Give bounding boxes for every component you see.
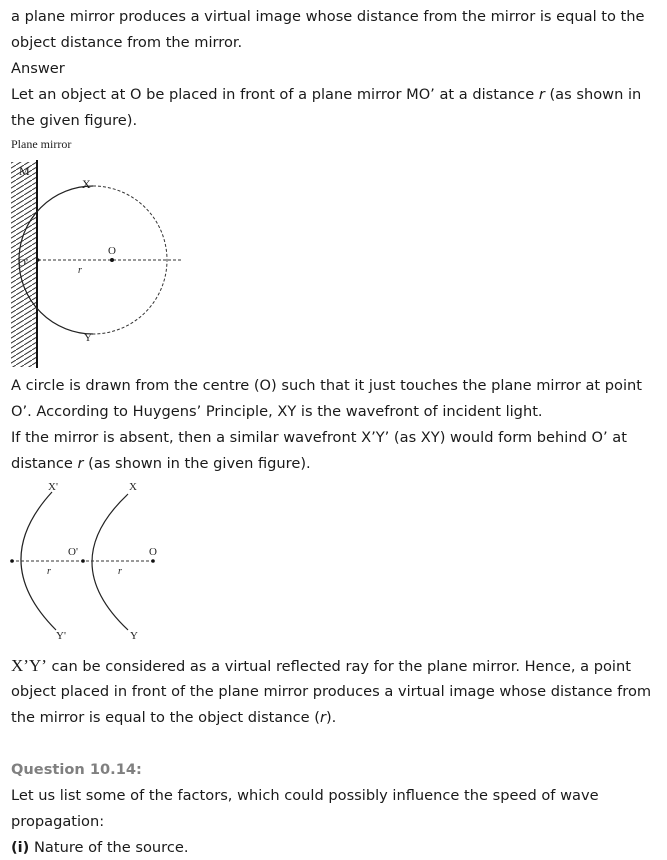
point-left-end xyxy=(10,559,14,563)
para2-text: (as shown in the given figure). xyxy=(83,455,311,472)
label-r: r xyxy=(78,265,82,276)
point-o-prime xyxy=(81,559,85,563)
label-o-prime: O' xyxy=(18,257,28,269)
label-y: Y xyxy=(84,332,92,344)
answer-text: (as shown in xyxy=(544,86,642,103)
figure-caption: Plane mirror xyxy=(11,137,72,151)
wavefront-xy xyxy=(92,494,128,630)
para3-text: can be considered as a virtual reflected ray for the plane mirror. Hence, a point xyxy=(46,658,631,675)
label-x-prime: X' xyxy=(48,481,58,493)
label-o: O xyxy=(108,245,116,257)
label-x: X xyxy=(129,481,137,493)
answer-line-1 xyxy=(11,85,641,105)
label-o: O xyxy=(149,546,157,558)
answer-heading: Answer xyxy=(11,60,65,77)
point-o-prime xyxy=(36,258,39,261)
variable-r: r xyxy=(538,86,545,103)
question-heading: Question 10.14: xyxy=(11,761,142,778)
para3-line-2: object placed in front of the plane mirror produces a virtual image whose distance from xyxy=(11,683,652,700)
para2-line-1: A circle is drawn from the centre (O) such that it just touches the plane mirror at point xyxy=(11,377,642,394)
figure-wavefronts xyxy=(0,476,180,648)
para2-text: distance xyxy=(11,455,78,472)
point-o xyxy=(110,258,114,262)
label-r-right: r xyxy=(118,566,122,577)
para2-line-3: If the mirror is absent, then a similar wavefront X’Y’ (as XY) would form behind O’ at xyxy=(11,429,627,446)
intro-line-1: a plane mirror produces a virtual image whose distance from the mirror is equal to the xyxy=(11,8,645,25)
para3-line-1 xyxy=(11,656,631,677)
label-x: X xyxy=(82,177,91,191)
figure-plane-mirror xyxy=(0,130,200,370)
label-o-prime: O' xyxy=(68,546,78,558)
item-number: (i) xyxy=(11,839,30,856)
para2-line-4 xyxy=(11,454,311,474)
item-text: Nature of the source. xyxy=(29,839,189,856)
para3-text: ). xyxy=(325,709,337,726)
variable-r: r xyxy=(319,709,326,726)
xy-symbol: X’Y’ xyxy=(11,656,47,675)
para3-text: the mirror is equal to the object distance ( xyxy=(11,709,320,726)
label-y-prime: Y' xyxy=(56,630,66,642)
label-r-left: r xyxy=(47,566,51,577)
para3-line-3 xyxy=(11,708,336,728)
point-o xyxy=(151,559,155,563)
label-m: M xyxy=(19,164,30,178)
answer-text: Let an object at O be placed in front of a plane mirror MO’ at a distance xyxy=(11,86,539,103)
variable-r: r xyxy=(77,455,84,472)
para2-line-2: O’. According to Huygens’ Principle, XY is the wavefront of incident light. xyxy=(11,403,543,420)
question-line-1: Let us list some of the factors, which could possibly influence the speed of wave xyxy=(11,787,599,804)
intro-line-2: object distance from the mirror. xyxy=(11,34,243,51)
answer-line-2: the given figure). xyxy=(11,112,138,129)
question-item-1 xyxy=(11,838,189,858)
question-line-2: propagation: xyxy=(11,813,105,830)
label-y: Y xyxy=(130,630,138,642)
